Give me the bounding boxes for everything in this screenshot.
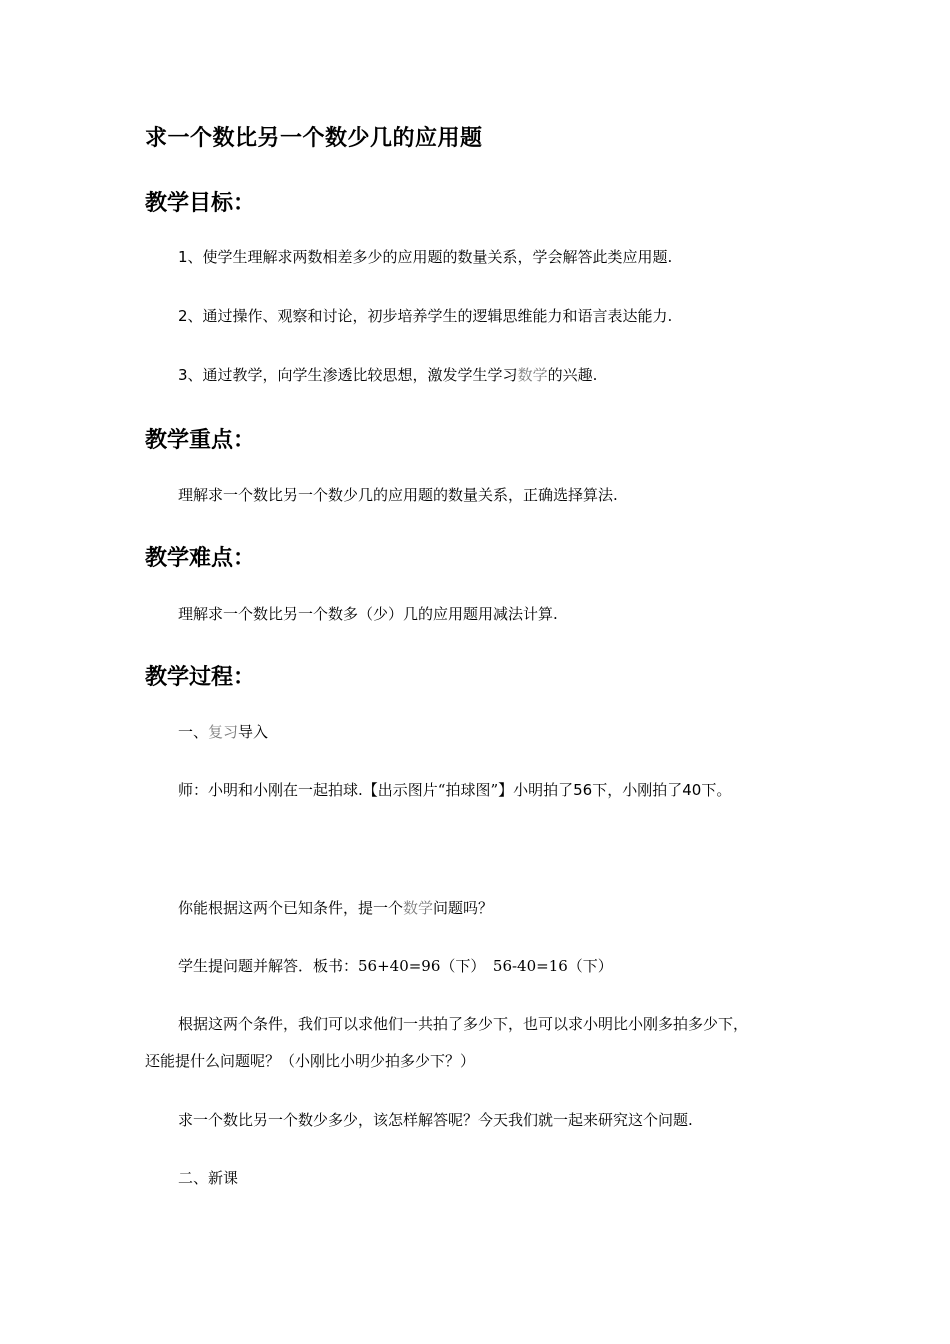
objective-text-end: 的兴趣. <box>547 366 598 384</box>
question-text: 你能根据这两个已知条件，提一个 <box>178 899 404 917</box>
part-two-title: 二、新课 <box>178 1169 239 1187</box>
question-text-end: 问题吗？ <box>433 899 494 917</box>
key-point-heading: 教学重点： <box>145 428 256 453</box>
document-title: 求一个数比另一个数少几的应用题 <box>145 126 483 151</box>
objective-item-3 <box>178 364 597 386</box>
conditions-line-2: 还能提什么问题呢？（小刚比小明少拍多少下？） <box>145 1052 476 1070</box>
part-one-prefix: 一、 <box>178 723 209 741</box>
review-link[interactable]: 复习 <box>208 723 239 741</box>
question-line <box>178 897 493 919</box>
math-link[interactable]: 数学 <box>403 899 434 917</box>
intro-line: 求一个数比另一个数少多少，该怎样解答呢？今天我们就一起来研究这个问题. <box>178 1111 693 1129</box>
objective-number: 3 <box>178 366 188 384</box>
teacher-line-text: 下，小刚拍了 <box>592 781 683 799</box>
objective-item-1 <box>178 246 672 268</box>
conditions-line-1: 根据这两个条件，我们可以求他们一共拍了多少下，也可以求小明比小刚多拍多少下， <box>178 1015 749 1033</box>
part-one-suffix: 导入 <box>238 723 269 741</box>
objective-item-2 <box>178 305 672 327</box>
process-heading: 教学过程： <box>145 665 256 690</box>
teacher-line <box>178 779 731 801</box>
objective-text: 、通过操作、观察和讨论，初步培养学生的逻辑思维能力和语言表达能力. <box>187 307 673 325</box>
board-line: 学生提问题并解答．板书：56+40=96（下） 56-40=16（下） <box>178 957 613 975</box>
objectives-heading: 教学目标： <box>145 191 256 216</box>
part-one-title <box>178 721 268 743</box>
objective-number: 2 <box>178 307 188 325</box>
teacher-line-text: 师：小明和小刚在一起拍球.【出示图片“拍球图”】小明拍了 <box>178 781 574 799</box>
objective-text: 、通过教学，向学生渗透比较思想，激发学生学习 <box>187 366 518 384</box>
math-link[interactable]: 数学 <box>517 366 548 384</box>
objective-text: 、使学生理解求两数相差多少的应用题的数量关系，学会解答此类应用题. <box>187 248 673 266</box>
difficulty-heading: 教学难点： <box>145 546 256 571</box>
count-ming: 56 <box>573 781 593 799</box>
teacher-line-text: 下。 <box>701 781 732 799</box>
difficulty-text: 理解求一个数比另一个数多（少）几的应用题用减法计算. <box>178 605 558 623</box>
count-gang: 40 <box>682 781 702 799</box>
key-point-text: 理解求一个数比另一个数少几的应用题的数量关系，正确选择算法. <box>178 486 618 504</box>
objective-number: 1 <box>178 248 188 266</box>
